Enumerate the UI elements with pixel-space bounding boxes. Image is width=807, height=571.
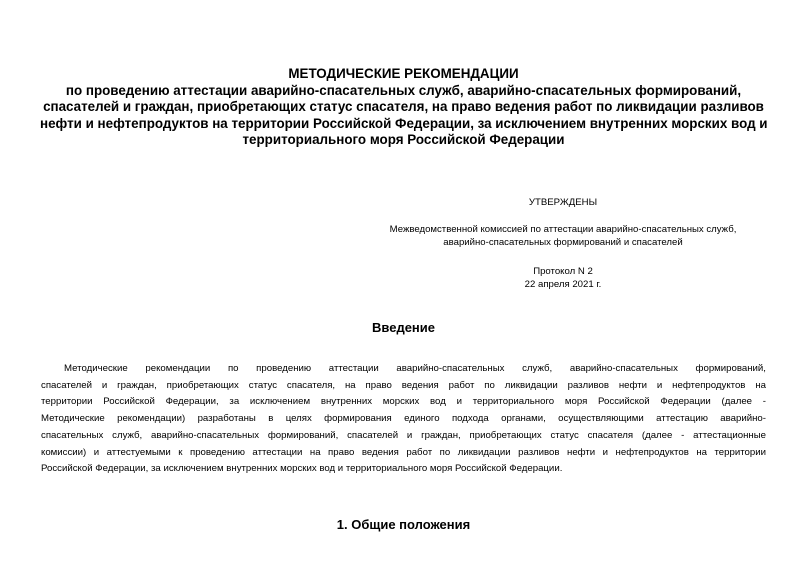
approval-authority-line: Межведомственной комиссией по аттестации аварийно-спасательных служб, <box>389 224 737 235</box>
spacer <box>356 249 770 265</box>
section-1-heading: 1. Общие положения <box>336 517 471 532</box>
paragraph-line: территории Российской Федерации, за исключением внутренних морских вод и территориального моря Российской Федерации (далее - <box>41 396 766 408</box>
paragraph-line: Российской Федерации, за исключением внутренних морских вод и территориального моря Российской Федерации. <box>41 463 563 475</box>
title-line: по проведению аттестации аварийно-спасательных служб, аварийно-спасательных формирований, <box>65 82 742 98</box>
intro-paragraph <box>41 361 766 478</box>
approval-authority-line: аварийно-спасательных формирований и спасателей <box>443 237 683 248</box>
spacer <box>356 209 770 223</box>
document-title <box>40 66 767 149</box>
paragraph-line: спасательных служб, аварийно-спасательных формирований, спасателей и граждан, приобретающих статус спасателя (далее - аттестационные <box>41 429 766 441</box>
approval-date: 22 апреля 2021 г. <box>524 279 602 290</box>
approval-protocol: Протокол N 2 <box>533 266 593 277</box>
title-line: территориального моря Российской Федерации <box>242 132 565 148</box>
approval-block <box>356 196 770 291</box>
paragraph-line: Методические рекомендации по проведению аттестации аварийно-спасательных служб, аварийно-спасательных формирований, <box>64 363 766 374</box>
paragraph-line: Методические рекомендации) разработаны в целях формирования единого подхода органами, осуществляющими аттестацию аварийно- <box>41 413 766 425</box>
paragraph-line: спасателей и граждан, приобретающих статус спасателя, на право ведения работ по ликвидации разливов нефти и нефтепродуктов на <box>41 379 766 391</box>
paragraph-line: комиссии) и аттестуемыми к проведению аттестации на право ведения работ по ликвидации разливов нефти и нефтепродуктов на территории <box>41 446 766 458</box>
approval-status: УТВЕРЖДЕНЫ <box>528 197 598 208</box>
title-line: спасателей и граждан, приобретающих статус спасателя, на право ведения работ по ликвидации разливов <box>43 99 764 115</box>
title-heading: МЕТОДИЧЕСКИЕ РЕКОМЕНДАЦИИ <box>288 66 519 81</box>
intro-heading: Введение <box>372 320 435 335</box>
title-line: нефти и нефтепродуктов на территории Российской Федерации, за исключением внутренних морских вод и <box>40 115 768 131</box>
